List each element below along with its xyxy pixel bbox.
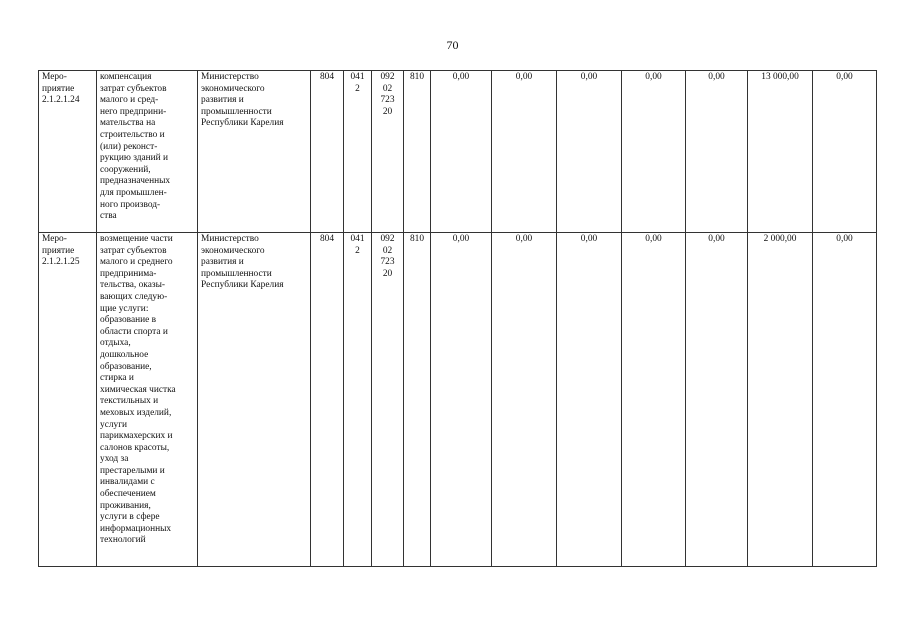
budget-table xyxy=(38,70,877,567)
page-number: 70 xyxy=(446,38,459,52)
executor-cell: Министерство экономического развития и промышленности Республики Карелия xyxy=(198,233,311,567)
value-cell: 0,00 xyxy=(492,71,557,233)
csr-code-cell: 092 02 723 20 xyxy=(372,233,404,567)
rzpr-code-cell: 041 2 xyxy=(344,71,372,233)
value-cell: 0,00 xyxy=(492,233,557,567)
grbs-code-cell: 804 xyxy=(311,71,344,233)
event-description-cell: возмещение части затрат субъектов малого и среднего предпринима- тельства, оказы- вающих следую- щие услуги: образование в области спорта и отдыха, дошкольное образование, стирка и химическая чистка текстильных и меховых изделий, услуги парикмахерских и салонов красоты, уход за престарелыми и инвалидами с обеспечением проживания, услуги в сфере информационных технологий xyxy=(97,233,198,567)
event-id-cell: Меро- приятие 2.1.2.1.25 xyxy=(39,233,97,567)
value-cell: 0,00 xyxy=(431,233,492,567)
table-row xyxy=(39,71,877,233)
value-cell: 0,00 xyxy=(431,71,492,233)
value-cell: 0,00 xyxy=(686,233,748,567)
value-cell: 13 000,00 xyxy=(748,71,813,233)
table-row xyxy=(39,233,877,567)
vr-code-cell: 810 xyxy=(404,233,431,567)
value-cell: 0,00 xyxy=(813,233,877,567)
event-id-cell: Меро- приятие 2.1.2.1.24 xyxy=(39,71,97,233)
grbs-code-cell: 804 xyxy=(311,233,344,567)
value-cell: 0,00 xyxy=(622,71,686,233)
value-cell: 0,00 xyxy=(686,71,748,233)
value-cell: 0,00 xyxy=(557,233,622,567)
value-cell: 0,00 xyxy=(557,71,622,233)
vr-code-cell: 810 xyxy=(404,71,431,233)
value-cell: 0,00 xyxy=(813,71,877,233)
value-cell: 0,00 xyxy=(622,233,686,567)
executor-cell: Министерство экономического развития и промышленности Республики Карелия xyxy=(198,71,311,233)
event-description-cell: компенсация затрат субъектов малого и сред- него предприни- мательства на строительство и (или) реконст- рукцию зданий и сооружений, предназначенных для промышлен- ного производ- ства xyxy=(97,71,198,233)
rzpr-code-cell: 041 2 xyxy=(344,233,372,567)
csr-code-cell: 092 02 723 20 xyxy=(372,71,404,233)
value-cell: 2 000,00 xyxy=(748,233,813,567)
